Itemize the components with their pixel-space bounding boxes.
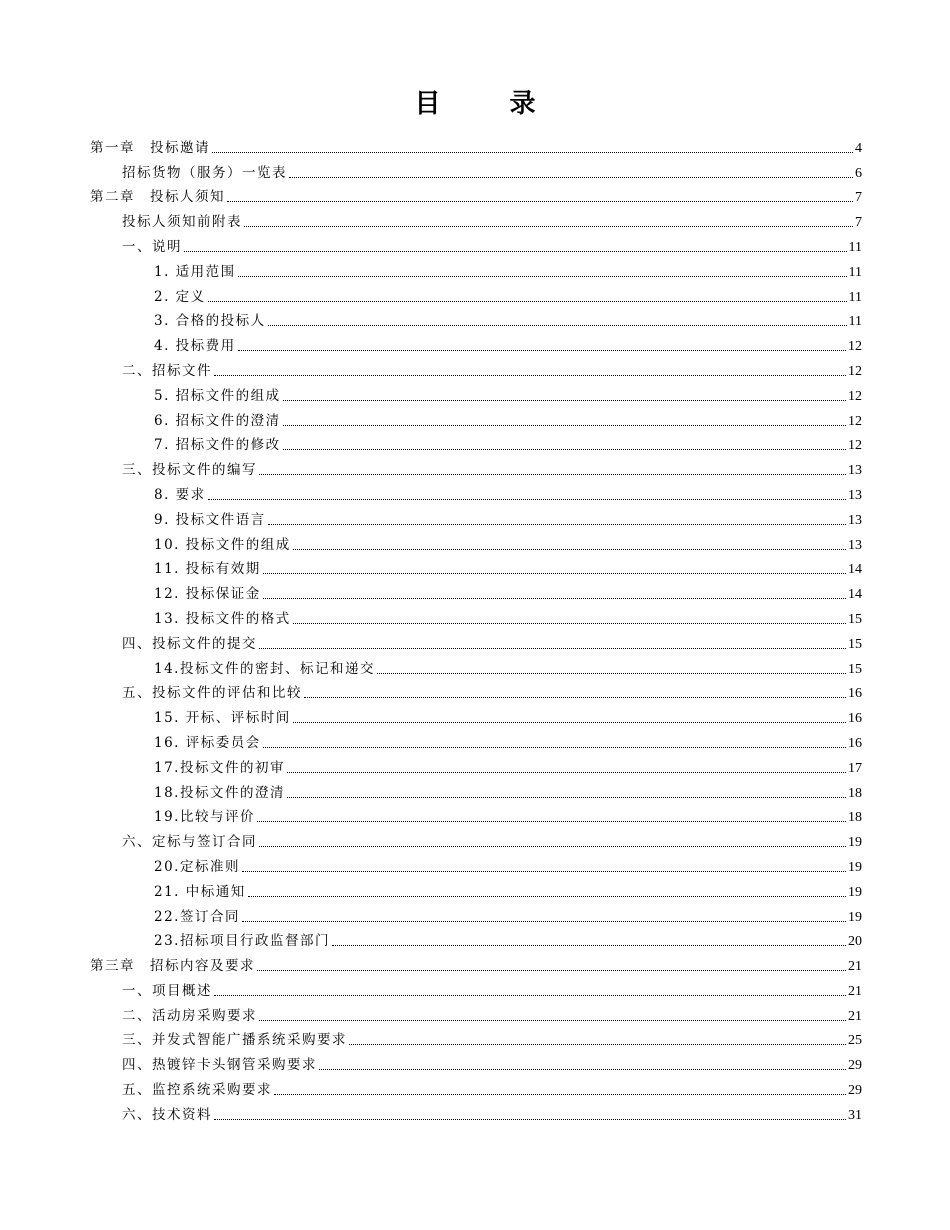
- toc-leader-dots: [259, 846, 846, 847]
- toc-entry-label: 一、项目概述: [122, 982, 212, 999]
- toc-leader-dots: [238, 350, 846, 351]
- toc-entry-page-number: 16: [848, 735, 862, 751]
- toc-leader-dots: [304, 697, 846, 698]
- toc-title: 目 录: [414, 89, 566, 119]
- toc-entry-page-number: 25: [848, 1033, 862, 1049]
- toc-leader-dots: [349, 1044, 846, 1045]
- toc-entry-label: 17.投标文件的初审: [154, 759, 285, 776]
- toc-entry[interactable]: [90, 653, 862, 678]
- toc-entry[interactable]: [90, 504, 862, 529]
- toc-entry-label: 13. 投标文件的格式: [154, 610, 291, 627]
- toc-entry-page-number: 29: [848, 1058, 862, 1074]
- toc-entry-page-number: 11: [848, 289, 862, 305]
- toc-entry-label: 10. 投标文件的组成: [154, 536, 291, 553]
- toc-entry[interactable]: [90, 1025, 862, 1050]
- toc-leader-dots: [257, 821, 846, 822]
- toc-entry-label: 三、投标文件的编写: [122, 462, 257, 479]
- toc-entry-label: 二、活动房采购要求: [122, 1007, 257, 1024]
- toc-entry-page-number: 19: [848, 884, 862, 900]
- toc-entry-page-number: 19: [848, 835, 862, 851]
- toc-entry-label: 第一章 投标邀请: [90, 139, 210, 156]
- toc-entry[interactable]: [90, 851, 862, 876]
- toc-entry-page-number: 13: [848, 537, 862, 553]
- toc-entry[interactable]: [90, 256, 862, 281]
- toc-entry[interactable]: [90, 1000, 862, 1025]
- toc-entry[interactable]: [90, 355, 862, 380]
- toc-leader-dots: [208, 499, 846, 500]
- toc-entry-page-number: 17: [848, 760, 862, 776]
- toc-leader-dots: [293, 722, 846, 723]
- toc-entry[interactable]: [90, 554, 862, 579]
- toc-entry-page-number: 16: [848, 711, 862, 727]
- toc-entry[interactable]: [90, 157, 862, 182]
- toc-entry[interactable]: [90, 702, 862, 727]
- toc-entry-label: 六、定标与签订合同: [122, 834, 257, 851]
- toc-entry-label: 22.签订合同: [154, 908, 240, 925]
- toc-entry-page-number: 11: [848, 239, 862, 255]
- toc-entry-label: 14.投标文件的密封、标记和递交: [154, 660, 375, 677]
- toc-entry-page-number: 6: [855, 165, 862, 181]
- toc-entry-page-number: 12: [848, 363, 862, 379]
- toc-entry-page-number: 7: [855, 190, 862, 206]
- toc-entry-page-number: 12: [848, 339, 862, 355]
- toc-leader-dots: [274, 1094, 846, 1095]
- toc-leader-dots: [287, 797, 846, 798]
- toc-entry[interactable]: [90, 330, 862, 355]
- toc-entry-label: 12. 投标保证金: [154, 586, 261, 603]
- toc-entry-label: 第三章 招标内容及要求: [90, 958, 255, 975]
- toc-leader-dots: [268, 524, 846, 525]
- toc-entry[interactable]: [90, 380, 862, 405]
- toc-entry-page-number: 31: [848, 1107, 862, 1123]
- toc-entry[interactable]: [90, 603, 862, 628]
- toc-entry[interactable]: [90, 578, 862, 603]
- toc-entry-label: 8. 要求: [154, 486, 206, 503]
- toc-leader-dots: [263, 573, 846, 574]
- toc-entry-label: 投标人须知前附表: [122, 214, 242, 231]
- toc-entry[interactable]: [90, 901, 862, 926]
- toc-leader-dots: [208, 301, 847, 302]
- toc-entry-label: 6. 招标文件的澄清: [154, 412, 281, 429]
- toc-entry-page-number: 14: [848, 587, 862, 603]
- toc-entry[interactable]: [90, 678, 862, 703]
- toc-entry-page-number: 12: [848, 438, 862, 454]
- toc-entry[interactable]: [90, 479, 862, 504]
- toc-entry-label: 20.定标准则: [154, 858, 240, 875]
- toc-entry[interactable]: [90, 826, 862, 851]
- toc-leader-dots: [268, 325, 847, 326]
- toc-entry-page-number: 11: [848, 264, 862, 280]
- toc-leader-dots: [293, 623, 846, 624]
- toc-entry-page-number: 11: [848, 314, 862, 330]
- toc-entry-label: 2. 定义: [154, 288, 206, 305]
- toc-entry-label: 23.招标项目行政监督部门: [154, 933, 330, 950]
- toc-entry[interactable]: [90, 628, 862, 653]
- toc-entry-label: 五、投标文件的评估和比较: [122, 685, 302, 702]
- toc-entry-page-number: 19: [848, 909, 862, 925]
- toc-entry-page-number: 4: [855, 140, 862, 156]
- toc-leader-dots: [293, 549, 846, 550]
- toc-leader-dots: [242, 871, 846, 872]
- toc-leader-dots: [214, 1119, 846, 1120]
- toc-entry-label: 五、监控系统采购要求: [122, 1082, 272, 1099]
- toc-entry-label: 19.比较与评价: [154, 809, 255, 826]
- toc-entry[interactable]: [90, 182, 862, 207]
- toc-entry[interactable]: [90, 281, 862, 306]
- toc-leader-dots: [242, 921, 846, 922]
- toc-entry[interactable]: [90, 950, 862, 975]
- toc-leader-dots: [248, 896, 846, 897]
- toc-entry-label: 16. 评标委员会: [154, 734, 261, 751]
- toc-leader-dots: [289, 177, 853, 178]
- toc-entry-label: 一、说明: [122, 238, 182, 255]
- toc-entry-page-number: 16: [848, 686, 862, 702]
- toc-leader-dots: [263, 598, 846, 599]
- toc-entry-page-number: 21: [848, 959, 862, 975]
- toc-entry[interactable]: [90, 876, 862, 901]
- toc-leader-dots: [259, 648, 846, 649]
- toc-entry-page-number: 20: [848, 934, 862, 950]
- toc-leader-dots: [377, 673, 846, 674]
- toc-leader-dots: [332, 945, 846, 946]
- toc-entry-label: 9. 投标文件语言: [154, 511, 266, 528]
- toc-entry-page-number: 15: [848, 636, 862, 652]
- toc-entry[interactable]: [90, 777, 862, 802]
- toc-leader-dots: [227, 201, 853, 202]
- toc-entry[interactable]: [90, 454, 862, 479]
- toc-entry-page-number: 7: [855, 215, 862, 231]
- toc-entry-label: 5. 招标文件的组成: [154, 387, 281, 404]
- toc-entry[interactable]: [90, 306, 862, 331]
- toc-entry-label: 15. 开标、评标时间: [154, 710, 291, 727]
- toc-leader-dots: [244, 226, 853, 227]
- toc-entry-label: 18.投标文件的澄清: [154, 784, 285, 801]
- toc-entry-page-number: 13: [848, 512, 862, 528]
- toc-entry-label: 四、热镀锌卡头钢管采购要求: [122, 1057, 317, 1074]
- toc-entry[interactable]: [90, 1099, 862, 1124]
- toc-entry-page-number: 12: [848, 388, 862, 404]
- toc-leader-dots: [283, 449, 846, 450]
- toc-entry-label: 7. 招标文件的修改: [154, 437, 281, 454]
- toc-leader-dots: [319, 1069, 846, 1070]
- toc-entry-label: 三、并发式智能广播系统采购要求: [122, 1032, 347, 1049]
- toc-entry-page-number: 18: [848, 810, 862, 826]
- toc-entry-label: 21. 中标通知: [154, 883, 246, 900]
- toc-entry[interactable]: [90, 752, 862, 777]
- toc-entry-page-number: 15: [848, 611, 862, 627]
- toc-entry-label: 第二章 投标人须知: [90, 189, 225, 206]
- toc-leader-dots: [184, 251, 847, 252]
- toc-entry-label: 1. 适用范围: [154, 263, 236, 280]
- toc-entry-page-number: 12: [848, 413, 862, 429]
- toc-entry[interactable]: [90, 231, 862, 256]
- toc-leader-dots: [257, 970, 846, 971]
- toc-entry[interactable]: [90, 132, 862, 157]
- toc-entry[interactable]: [90, 1074, 862, 1099]
- toc-entry[interactable]: [90, 975, 862, 1000]
- toc-leader-dots: [287, 772, 846, 773]
- toc-leader-dots: [283, 400, 846, 401]
- toc-entry-label: 招标货物（服务）一览表: [122, 164, 287, 181]
- toc-leader-dots: [238, 276, 847, 277]
- toc-leader-dots: [212, 152, 853, 153]
- toc-leader-dots: [263, 747, 846, 748]
- toc-leader-dots: [283, 425, 846, 426]
- toc-entry-label: 六、技术资料: [122, 1106, 212, 1123]
- toc-leader-dots: [259, 1020, 846, 1021]
- toc-entry[interactable]: [90, 1049, 862, 1074]
- toc-entry[interactable]: [90, 529, 862, 554]
- toc-leader-dots: [259, 474, 846, 475]
- toc-entry-page-number: 29: [848, 1083, 862, 1099]
- toc-entry[interactable]: [90, 206, 862, 231]
- toc-entry-label: 四、投标文件的提交: [122, 635, 257, 652]
- toc-entry[interactable]: [90, 802, 862, 827]
- toc-entry-page-number: 13: [848, 487, 862, 503]
- toc-entry-label: 4. 投标费用: [154, 338, 236, 355]
- toc-entry-page-number: 21: [848, 1008, 862, 1024]
- toc-entry-page-number: 15: [848, 661, 862, 677]
- toc-entry[interactable]: [90, 405, 862, 430]
- toc-entry-page-number: 14: [848, 562, 862, 578]
- toc-entry-page-number: 13: [848, 463, 862, 479]
- toc-entry-label: 二、招标文件: [122, 362, 212, 379]
- toc-entry-page-number: 21: [848, 983, 862, 999]
- toc-entry-label: 3. 合格的投标人: [154, 313, 266, 330]
- toc-leader-dots: [214, 995, 846, 996]
- toc-entry[interactable]: [90, 430, 862, 455]
- toc-entry-page-number: 18: [848, 785, 862, 801]
- toc-entry[interactable]: [90, 727, 862, 752]
- toc-entry[interactable]: [90, 926, 862, 951]
- toc-entry-page-number: 19: [848, 859, 862, 875]
- toc-leader-dots: [214, 375, 846, 376]
- toc-entry-label: 11. 投标有效期: [154, 561, 261, 578]
- table-of-contents: [90, 132, 862, 1124]
